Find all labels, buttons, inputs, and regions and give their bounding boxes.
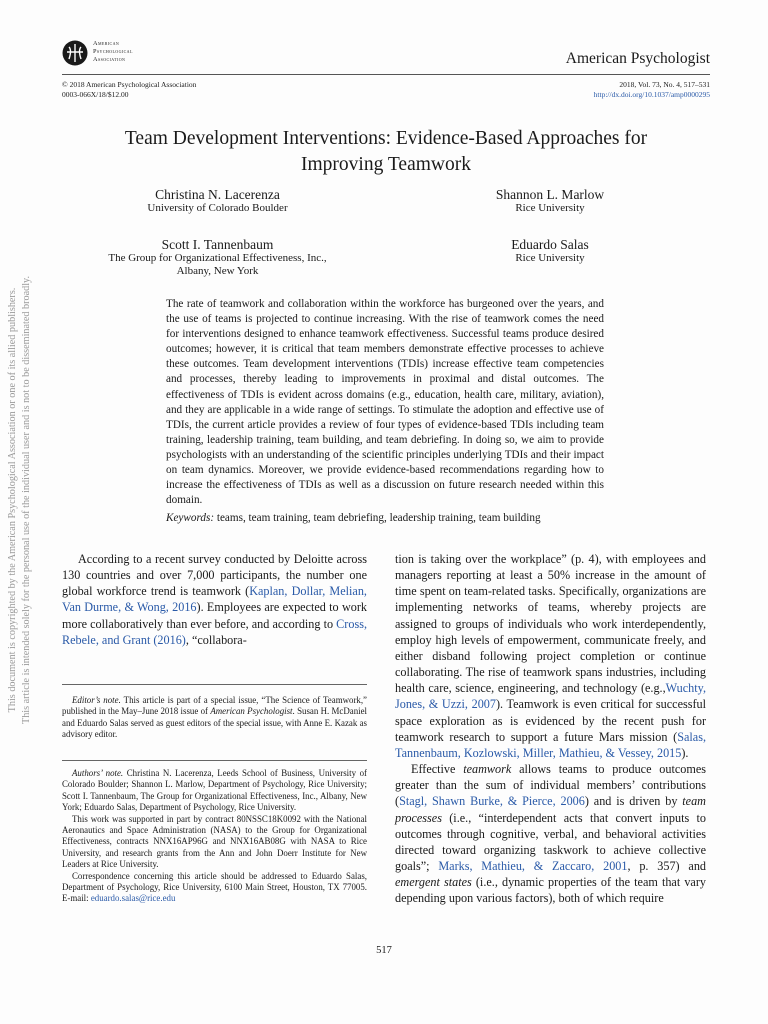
abstract: The rate of teamwork and collaboration within the workforce has burgeoned over the years, and the use of teams is projected to continue increasing. With the rise of teamwork comes the need for interventions designed to enhance teamwork effectiveness. Successful teams produce desired outcomes; however, it is critical that team members demonstrate effective processes to achieve these outcomes. Team development interventions (TDIs) increase effective team competencies and processes, thereby leading to improvements in proximal and distal outcomes. The effectiveness of TDIs is evident across domains (e.g., education, health care, military, aviation), and they are applicable in a wide range of settings. To stimulate the adoption and effective use of TDIs, the current article provides a review of four types of evidence-based TDIs including team training, leadership training, team building, and team debriefing. In doing so, we aim to provide psychologists with an understanding of the scientific principles underlying TDIs and their impact on team dynamics. Moreover, we provide evidence-based recommendations regarding how to increase the effectiveness of TDIs as well as a discussion on future research needed within this domain. [166, 298, 604, 507]
citation-link[interactable]: Wuchty, Jones, & Uzzi, 2007 [395, 681, 706, 712]
body-paragraph: tion is taking over the workplace” (p. 4), with employees and managers reporting at least a 50% increase in the amount of time spent on team-related tasks. Specifically, organizations are implementing networks of teams, whereby projects are assigned to groups of individuals who work interdependently, employ high levels of empowerment, communicate freely, and either disband following project completion or continue collaborating. The rise of teamwork spans industries, including health care, science, engineering, and technology (e.g.,Wuchty, Jones, & Uzzi, 2007). Teamwork is even critical for successful space exploration as is evidenced by the recent push for teamwork research to support a future Mars mission (Salas, Tannenbaum, Kozlowski, Miller, Mathieu, & Vessey, 2015). [395, 552, 706, 760]
citation-link[interactable]: Salas, Tannenbaum, Kozlowski, Miller, Mathieu, & Vessey, 2015 [395, 729, 706, 760]
apa-logo [62, 40, 88, 66]
author-name: Eduardo Salas [511, 237, 589, 252]
publisher-name: American Psychological Association [93, 40, 133, 63]
keywords-label: Keywords: [166, 512, 215, 524]
author-name: Scott I. Tannenbaum [161, 237, 274, 252]
author-block [455, 237, 645, 265]
citation-link[interactable]: Kaplan, Dollar, Melian, Van Durme, & Wong, 2016 [62, 584, 367, 615]
editors-note: Editor’s note. This article is part of a special issue, “The Science of Teamwork,” published in the May–June 2018 issue of American Psychologist. Susan H. McDaniel and Eduardo Salas served as guest editors of the special issue, with Anne E. Kazak as advisory editor. [62, 695, 368, 740]
body-right-column [395, 551, 706, 906]
footnote-divider [62, 760, 367, 761]
email-link[interactable]: eduardo.salas@rice.edu [90, 893, 176, 904]
citation-link[interactable]: Stagl, Shawn Burke, & Pierce, 2006 [399, 794, 585, 809]
author-block [90, 237, 345, 278]
author-location: Albany, New York [176, 265, 259, 277]
author-affiliation: Rice University [515, 202, 585, 214]
copyright-info: © 2018 American Psychological Association 0003-066X/18/$12.00 [62, 80, 197, 99]
author-affiliation: University of Colorado Boulder [147, 202, 288, 214]
author-affiliation: Rice University [515, 252, 585, 264]
article-title: Team Development Interventions: Evidence-Based Approaches for Improving Teamwork [124, 128, 648, 175]
author-block [100, 187, 335, 215]
authors-note: Authors’ note. Christina N. Lacerenza, Leeds School of Business, University of Colorado Boulder; Shannon L. Marlow, Department of Psychology, Rice University; Scott I. Tannenbaum, The Group for Organizational Effectiveness, Inc., Albany, New York; Eduardo Salas, Department of Psychology, Rice University. This work was supported in part by contract 80NSSC18K0092 with the National Aeronautics and Space Administration (NASA) to the Group for Organizational Effectiveness, contracts NNX16AP96G and NNX16AB08G with NASA to Rice University, and research grants from the Ann and John Doerr Institute for New Leaders at Rice University. Correspondence concerning this article should be addressed to Eduardo Salas, Department of Psychology, Rice University, 6100 Main Street, Houston, TX 77005. E-mail: eduardo.salas@rice.edu [62, 768, 368, 904]
page-number: 517 [376, 945, 392, 956]
body-paragraph: Effective teamwork allows teams to produce outcomes greater than the sum of individual members’ contributions (Stagl, Shawn Burke, & Pierce, 2006) and is driven by team processes (i.e., “interdependent acts that convert inputs to outcomes through cognitive, verbal, and behavioral activities directed toward organizing taskwork to achieve collective goals”; Marks, Mathieu, & Zaccaro, 2001, p. 357) and emergent states (i.e., dynamic properties of the team that vary depending upon various factors), both of which require [395, 762, 707, 906]
doi-link[interactable]: http://dx.doi.org/10.1037/amp0000295 [593, 89, 710, 99]
citation-link[interactable]: Cross, Rebele, and Grant (2016) [62, 616, 367, 647]
copyright-side-note: This document is copyrighted by the American Psychological Association or one of its allied publishers. This article is intended solely for the personal use of the individual user and is not to be disseminated broadly. [7, 275, 32, 725]
body-paragraph: According to a recent survey conducted by Deloitte across 130 countries and over 7,000 participants, the number one global workforce trend is teamwork (Kaplan, Dollar, Melian, Van Durme, & Wong, 2016). Employees are expected to work more collaboratively than ever before, and according to Cross, Rebele, and Grant (2016), “collabora- [62, 552, 367, 647]
header-divider [62, 74, 710, 75]
body-left-column [62, 551, 367, 648]
author-name: Christina N. Lacerenza [155, 187, 280, 202]
volume-info: 2018, Vol. 73, No. 4, 517–531 [619, 80, 710, 89]
keywords [166, 511, 606, 526]
author-block [455, 187, 645, 215]
keywords-text: teams, team training, team debriefing, leadership training, team building [214, 512, 541, 524]
journal-name: American Psychologist [565, 50, 710, 67]
citation-link[interactable]: Marks, Mathieu, & Zaccaro, 2001 [438, 858, 628, 873]
author-affiliation: The Group for Organizational Effectiveness, Inc., [108, 252, 327, 264]
footnote-divider [62, 684, 367, 685]
author-name: Shannon L. Marlow [495, 187, 605, 202]
citation-info [594, 80, 710, 99]
